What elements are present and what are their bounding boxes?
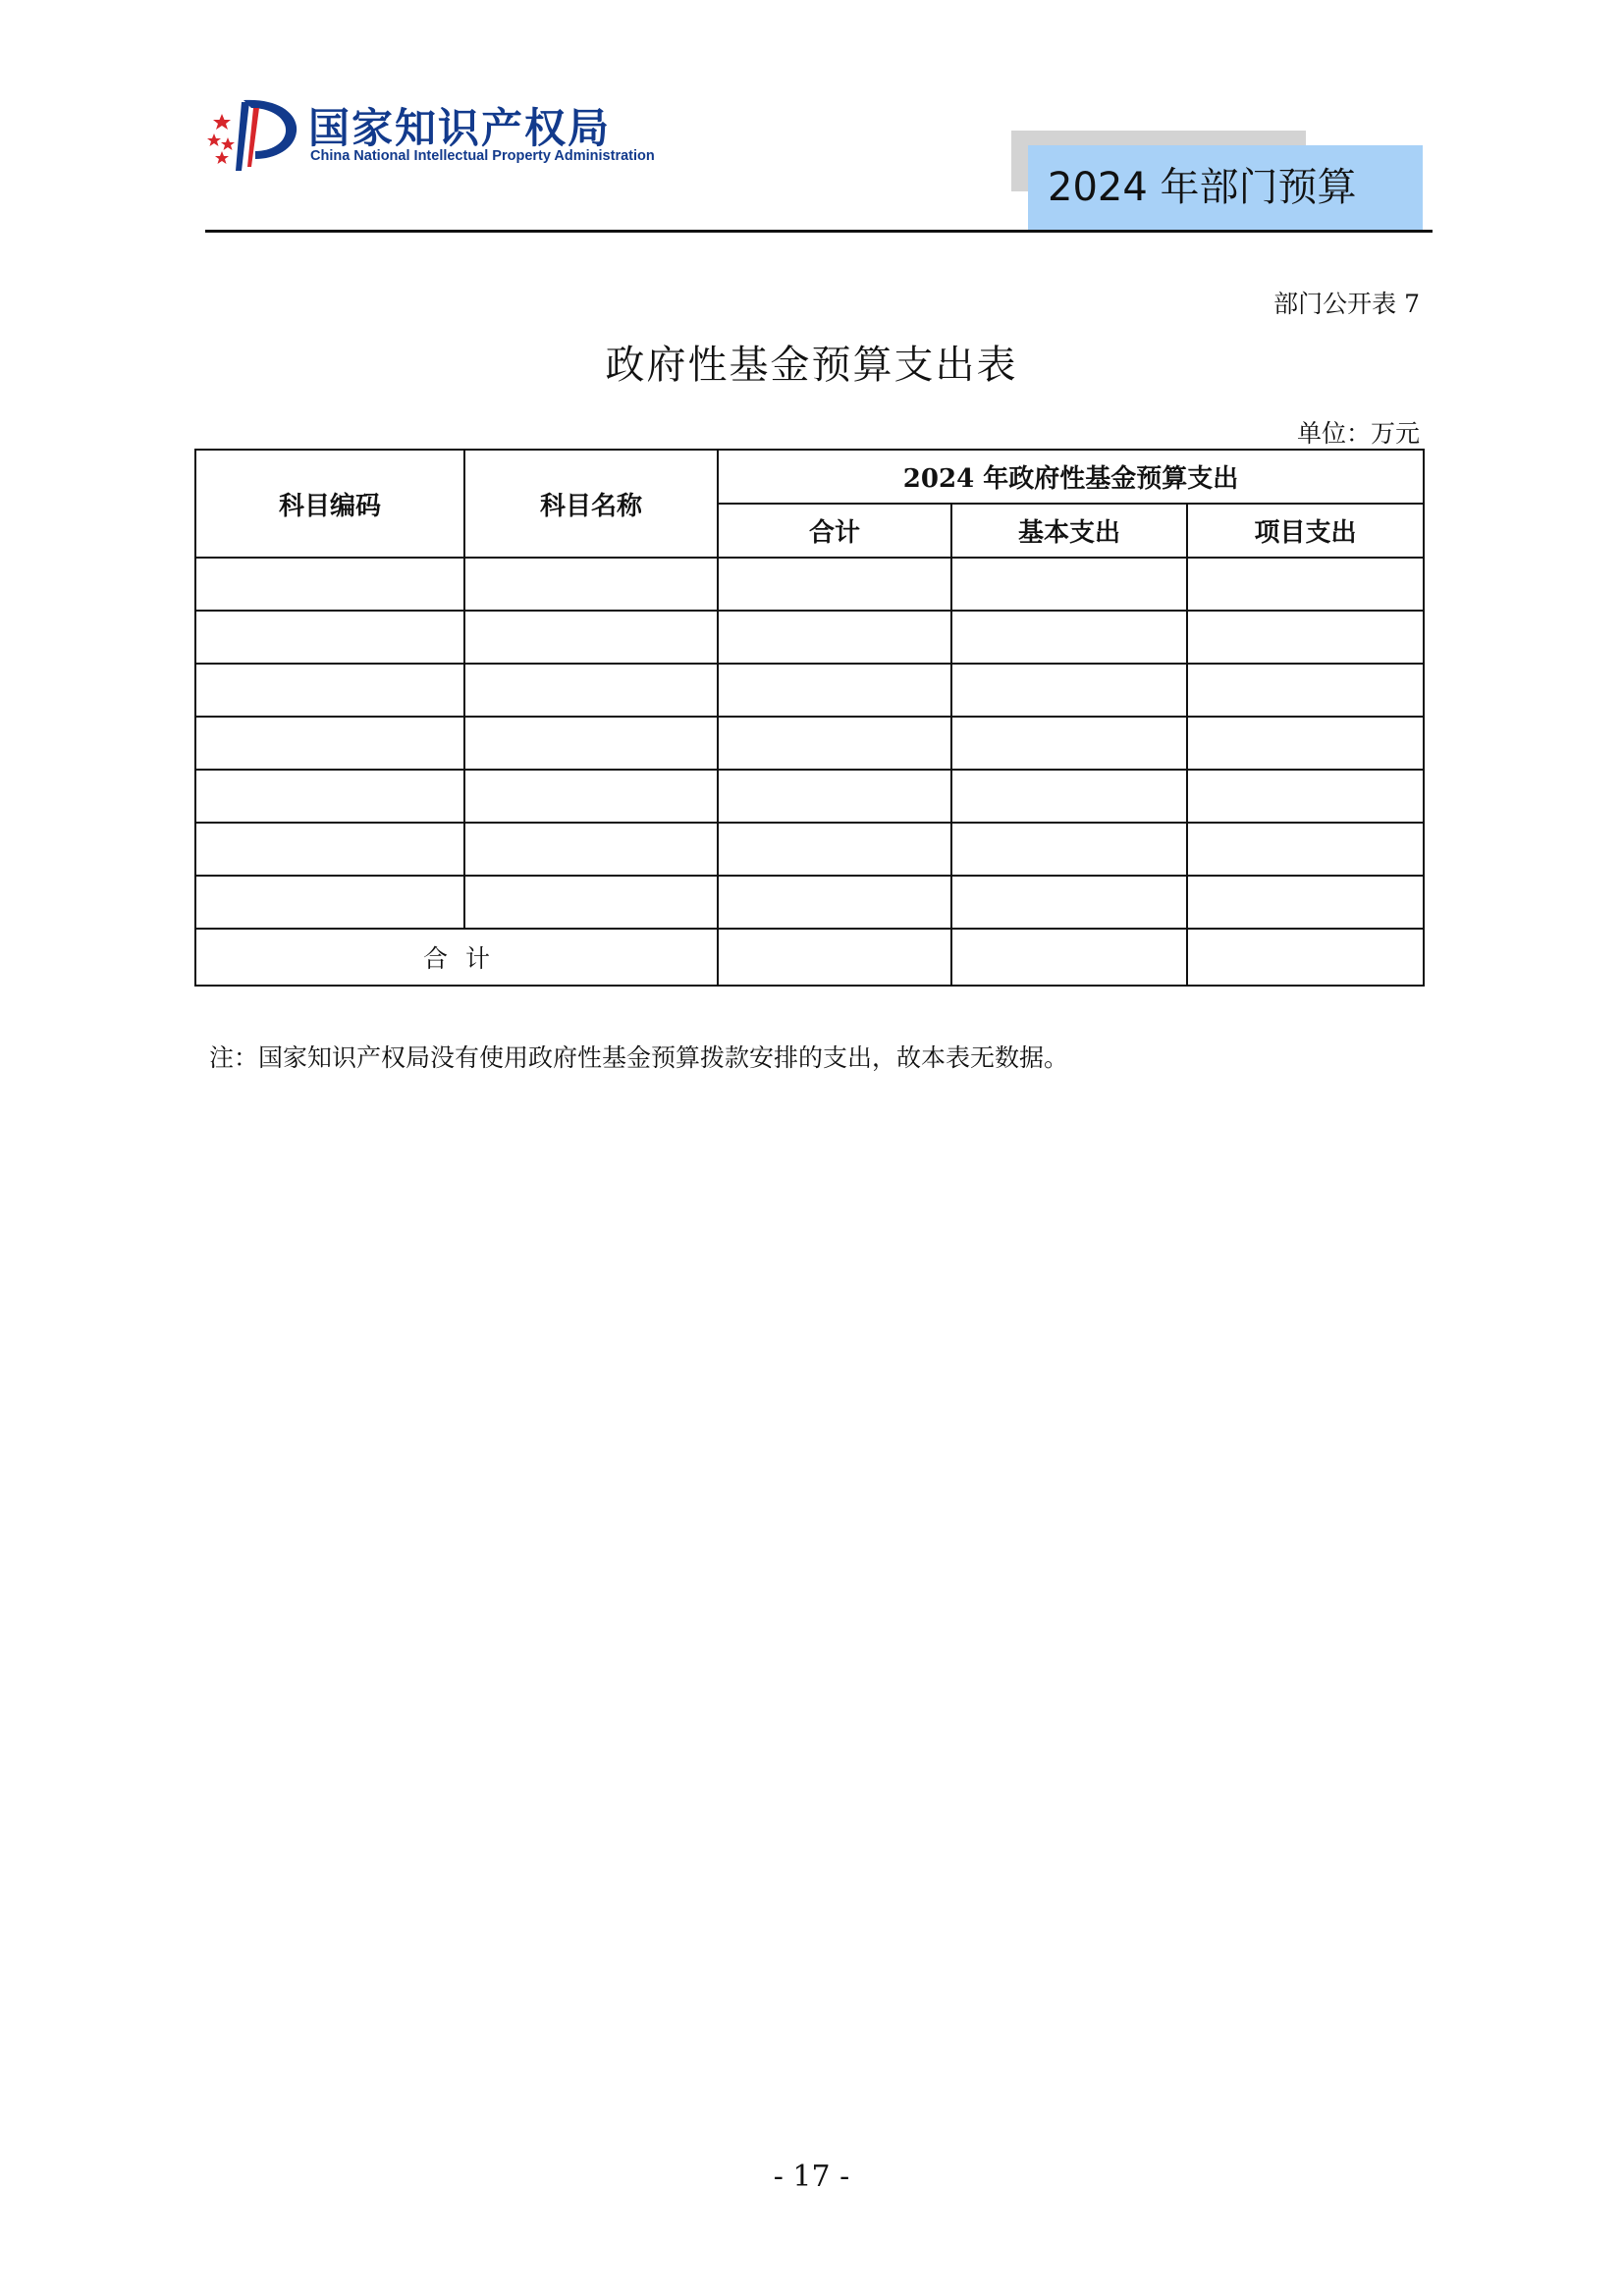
table-cell xyxy=(464,770,718,823)
table-cell xyxy=(718,770,951,823)
table-row xyxy=(195,876,1424,929)
table-cell xyxy=(1187,770,1424,823)
agency-logo xyxy=(202,94,664,173)
table-cell xyxy=(464,664,718,717)
table-row xyxy=(195,664,1424,717)
table-cell xyxy=(718,558,951,611)
total-label: 合计 xyxy=(195,929,718,986)
table-cell xyxy=(464,717,718,770)
table-cell xyxy=(951,664,1187,717)
table-cell xyxy=(951,823,1187,876)
table-cell xyxy=(195,823,464,876)
table-cell xyxy=(195,717,464,770)
agency-name-cn: 国家知识产权局 xyxy=(308,104,612,152)
page-number: - 17 - xyxy=(773,2160,850,2194)
table-note: 注：国家知识产权局没有使用政府性基金预算拨款安排的支出，故本表无数据。 xyxy=(209,1043,1069,1072)
table-cell xyxy=(1187,876,1424,929)
total-basic-value xyxy=(951,929,1187,986)
table-row xyxy=(195,611,1424,664)
header-subject-code: 科目编码 xyxy=(195,450,464,558)
table-cell xyxy=(1187,717,1424,770)
header-project-expenditure: 项目支出 xyxy=(1187,504,1424,558)
table-cell xyxy=(195,611,464,664)
total-project-value xyxy=(1187,929,1424,986)
header-basic-expenditure: 基本支出 xyxy=(951,504,1187,558)
table-cell xyxy=(464,611,718,664)
agency-name-en: China National Intellectual Property Administration xyxy=(310,148,655,164)
table-cell xyxy=(464,823,718,876)
header-total: 合计 xyxy=(718,504,951,558)
header-subject-name: 科目名称 xyxy=(464,450,718,558)
table-cell xyxy=(718,823,951,876)
table-cell xyxy=(195,770,464,823)
table-row xyxy=(195,558,1424,611)
agency-emblem-icon xyxy=(202,94,300,173)
header-divider xyxy=(205,230,1433,233)
table-cell xyxy=(1187,823,1424,876)
table-cell xyxy=(718,611,951,664)
table-row xyxy=(195,717,1424,770)
table-cell xyxy=(951,558,1187,611)
table-cell xyxy=(718,664,951,717)
table-cell xyxy=(464,876,718,929)
total-row xyxy=(195,929,1424,986)
page-title: 政府性基金预算支出表 xyxy=(605,343,1018,388)
table-cell xyxy=(195,664,464,717)
header-expenditure-group: 2024 年政府性基金预算支出 xyxy=(718,450,1424,504)
table-cell xyxy=(951,717,1187,770)
table-cell xyxy=(718,876,951,929)
table-cell xyxy=(195,876,464,929)
table-cell xyxy=(195,558,464,611)
table-cell xyxy=(1187,558,1424,611)
table-cell xyxy=(1187,664,1424,717)
table-cell xyxy=(951,611,1187,664)
total-value xyxy=(718,929,951,986)
table-cell xyxy=(718,717,951,770)
budget-table xyxy=(194,449,1425,987)
budget-year-badge: 2024 年部门预算 xyxy=(1028,145,1423,230)
table-cell xyxy=(464,558,718,611)
table-number: 部门公开表 7 xyxy=(1273,290,1420,318)
unit-label: 单位：万元 xyxy=(1296,419,1420,448)
table-cell xyxy=(1187,611,1424,664)
table-row xyxy=(195,823,1424,876)
table-row xyxy=(195,770,1424,823)
table-cell xyxy=(951,876,1187,929)
table-cell xyxy=(951,770,1187,823)
